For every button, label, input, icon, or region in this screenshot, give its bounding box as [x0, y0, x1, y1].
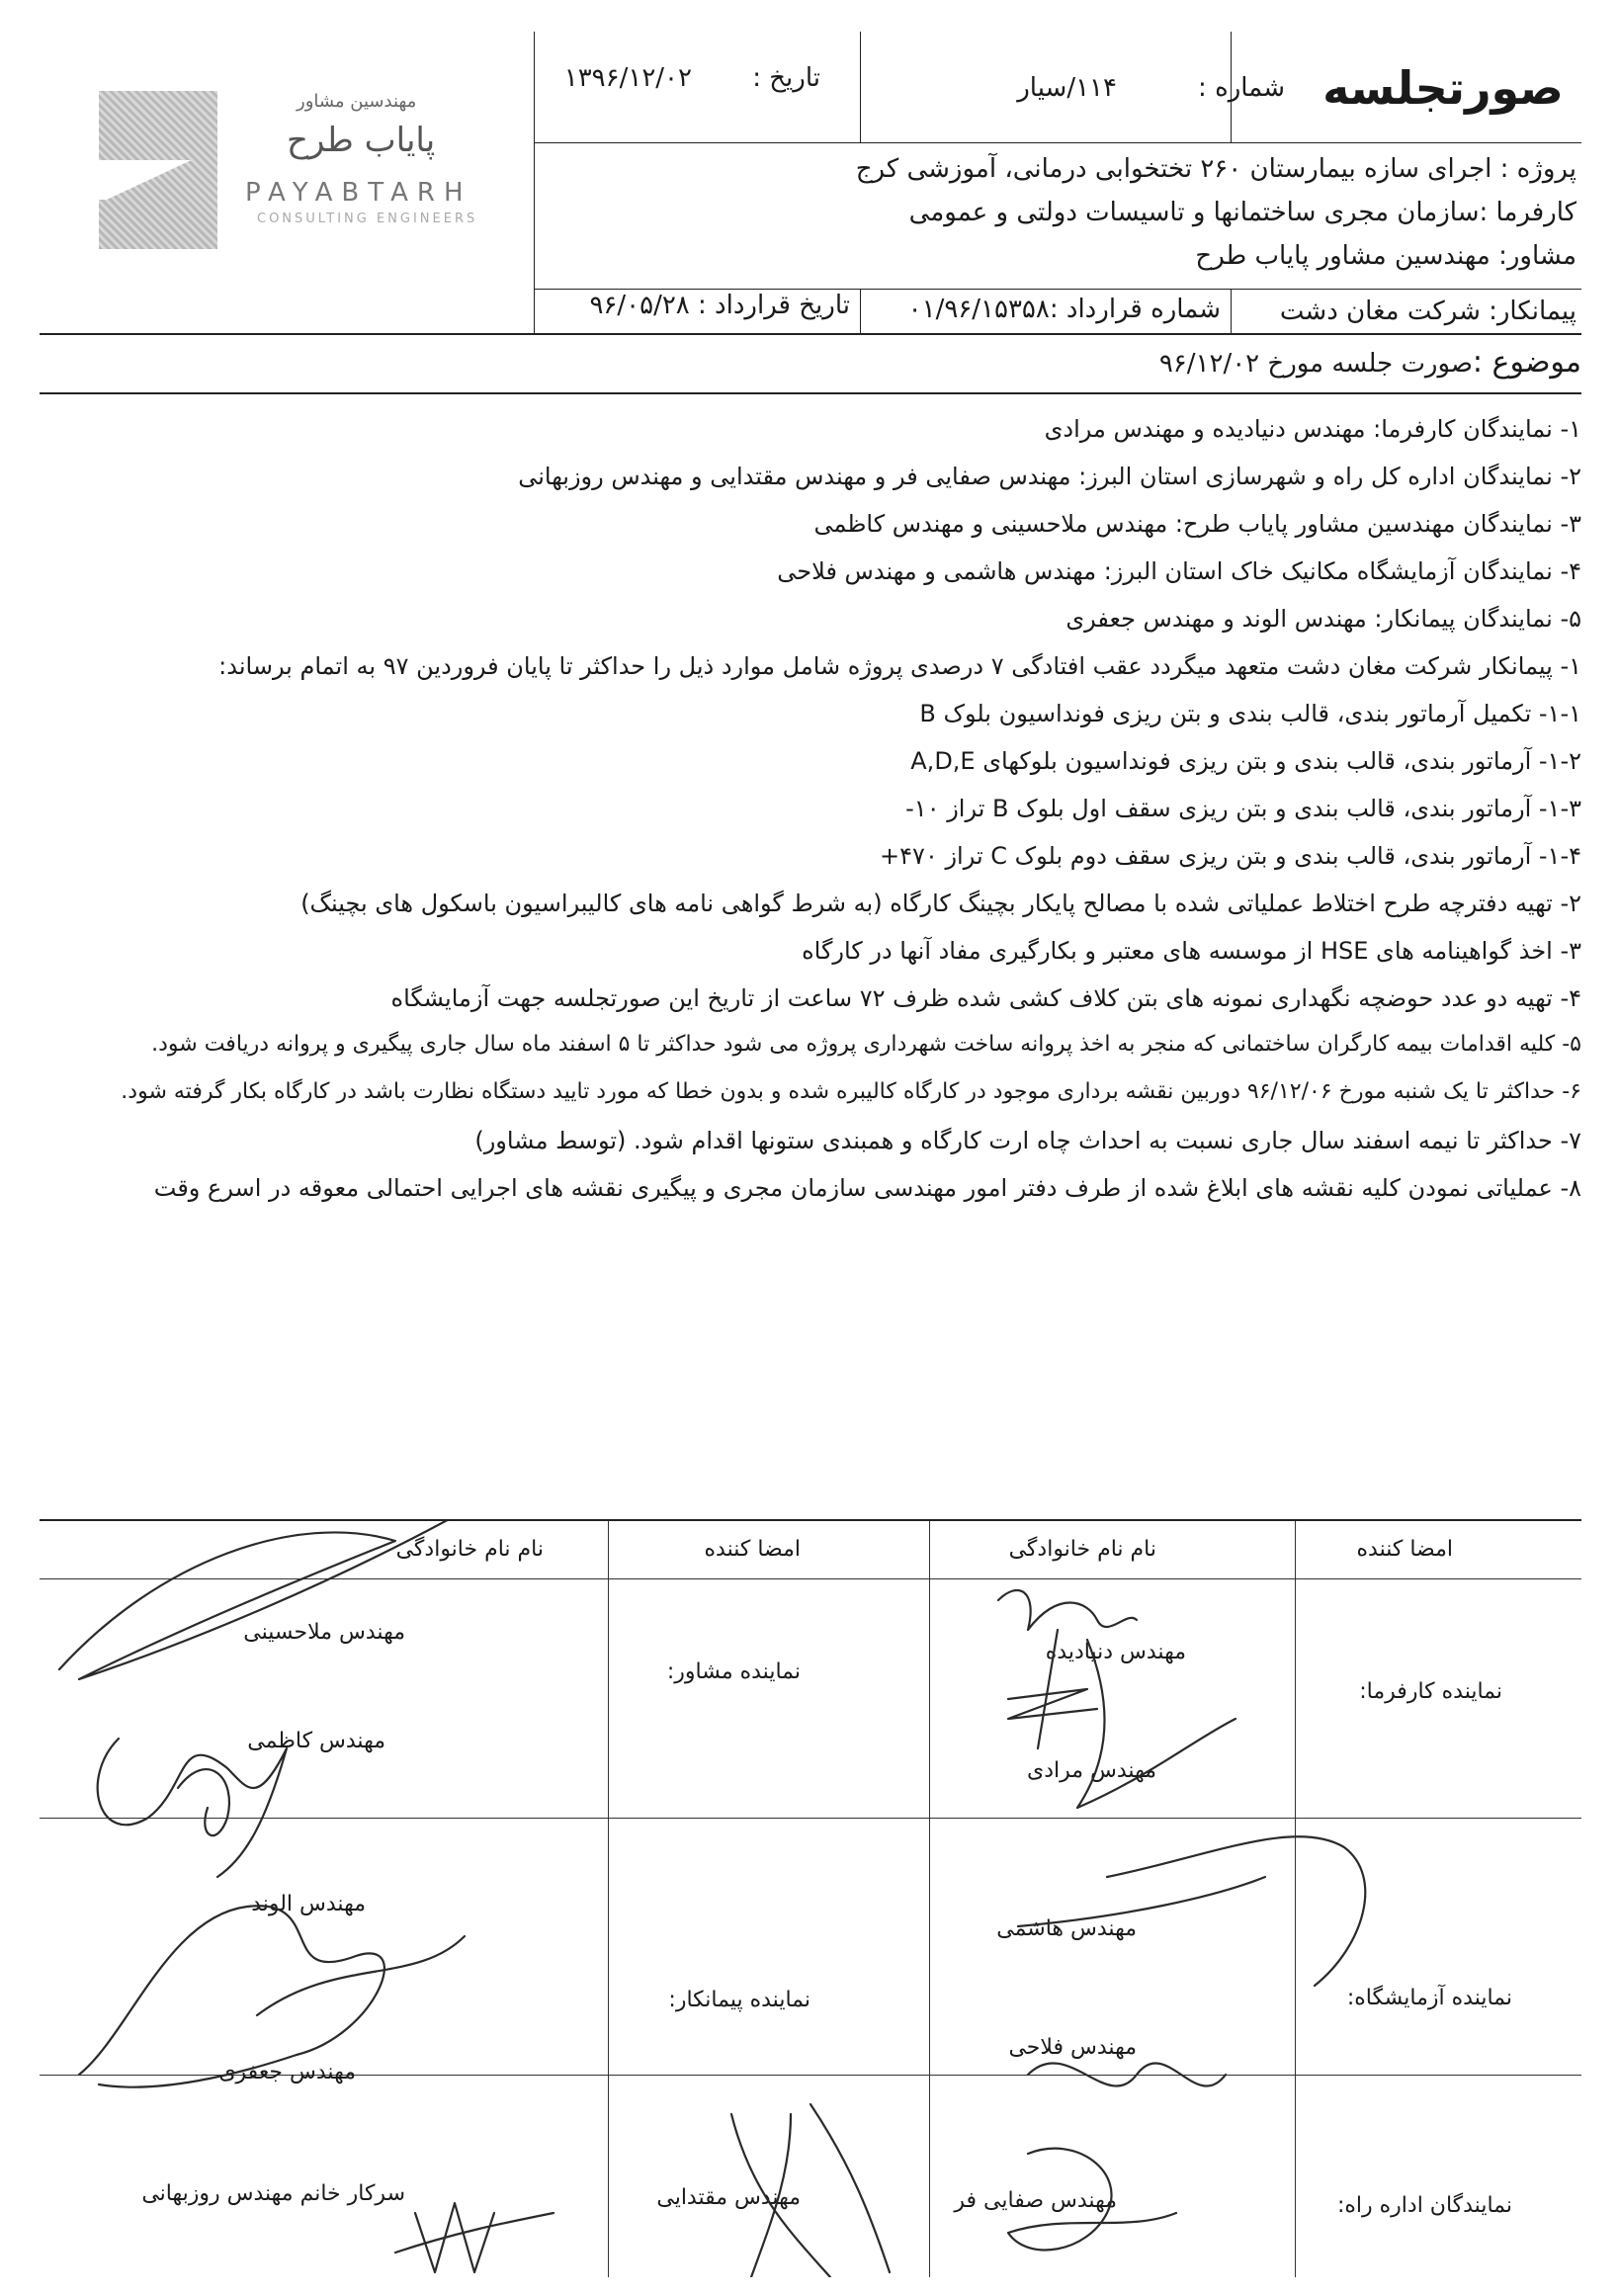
attendee-line: ۲- نمایندگان اداره کل راه و شهرسازی استان البرز: مهندس صفایی فر و مهندس مقتدایی و مهندس روزبهانی	[518, 463, 1581, 490]
signature-scribble	[178, 1769, 229, 1835]
table-divider	[929, 1521, 930, 2277]
item: ۲- تهیه دفترچه طرح اختلاط عملیاتی شده با مصالح پایکار بچینگ کارگاه (به شرط گواهی نامه های کالیبراسیون باسکول های بچینگ)	[300, 890, 1581, 917]
signer-name: مهندس دنیادیده	[1045, 1640, 1186, 1664]
signature-scribble	[98, 1739, 287, 1877]
item: ۵- کلیه اقدامات بیمه کارگران ساختمانی که منجر به اخذ پروانه ساخت شهرداری پروژه می شود حداکثر تا ۵ اسفند ماه سال جاری پیگیری و پروانه دریافت شود.	[151, 1032, 1581, 1057]
signature-table	[40, 1519, 1581, 2277]
signer-name: مهندس کاظمی	[247, 1729, 385, 1753]
item-1: ۱- پیمانکار شرکت مغان دشت متعهد میگردد عقب افتادگی ۷ درصدی پروژه شامل موارد ذیل را حداکثر تا پایان فروردین ۹۷ به اتمام برساند:	[218, 652, 1581, 680]
signature-scribble	[395, 2203, 554, 2272]
date-label: تاریخ :	[752, 63, 820, 93]
signer-name: سرکار خانم مهندس روزبهانی	[141, 2181, 405, 2206]
subject-label: موضوع :	[1472, 345, 1581, 380]
header-signer-left: امضا کننده	[704, 1537, 801, 1562]
logo-caption: مهندسین مشاور	[297, 91, 417, 112]
role-roads-office: نمایندگان اداره راه:	[1336, 2193, 1512, 2218]
signer-name: مهندس الوند	[251, 1892, 366, 1916]
signer-name: مهندس مقتدایی	[656, 2185, 801, 2210]
subject-value: صورت جلسه مورخ ۹۶/۱۲/۰۲	[1158, 349, 1473, 379]
number-value: ۱۱۴/سیار	[1017, 73, 1117, 103]
subitem: ۱-۴- آرماتور بندی، قالب بندی و بتن ریزی سقف دوم بلوک C تراز ۴۷۰+	[880, 842, 1581, 870]
signer-name: مهندس فلاحی	[1008, 2035, 1137, 2060]
attendee-line: ۱- نمایندگان کارفرما: مهندس دنیادیده و مهندس مرادی	[1044, 415, 1581, 443]
subitem: ۱-۲- آرماتور بندی، قالب بندی و بتن ریزی فونداسیون بلوکهای A,D,E	[910, 747, 1581, 775]
letterhead	[40, 32, 1581, 335]
employer-line: کارفرما :سازمان مجری ساختمانها و تاسیسات دولتی و عمومی	[908, 198, 1576, 227]
date-value: ۱۳۹۶/۱۲/۰۲	[563, 63, 692, 93]
logo-name-en: PAYABTARH	[245, 178, 472, 208]
signer-name: مهندس هاشمی	[996, 1916, 1137, 1941]
header-divider	[1231, 289, 1232, 333]
item: ۶- حداکثر تا یک شنبه مورخ ۹۶/۱۲/۰۶ دوربین نقشه برداری موجود در کارگاه کالیبره شده و بدون خطا که مورد تایید دستگاه نظارت باشد در کارگاه بکار گرفته شود.	[121, 1079, 1581, 1104]
project-line: پروژه : اجرای سازه بیمارستان ۲۶۰ تختخوابی درمانی، آموزشی کرج	[855, 154, 1576, 184]
header-name-right: نام نام خانوادگی	[1008, 1537, 1156, 1562]
consultant-line: مشاور: مهندسین مشاور پایاب طرح	[1195, 241, 1576, 271]
logo-emblem	[99, 91, 217, 249]
role-laboratory: نماینده آزمایشگاه:	[1346, 1986, 1512, 2010]
table-rule	[40, 1578, 1581, 1579]
item: ۳- اخذ گواهینامه های HSE از موسسه های معتبر و بکارگیری مفاد آنها در کارگاه	[802, 937, 1581, 965]
logo-subtitle-en: CONSULTING ENGINEERS	[257, 212, 478, 226]
contractor-line: پیمانکار: شرکت مغان دشت	[1279, 297, 1576, 326]
signature-scribble	[998, 1590, 1137, 1630]
item: ۴- تهیه دو عدد حوضچه نگهداری نمونه های بتن کلاف کشی شده ظرف ۷۲ ساعت از تاریخ این صورتجلسه جهت آزمایشگاه	[390, 984, 1581, 1012]
subject-row	[40, 333, 1581, 394]
table-divider	[608, 1521, 609, 2277]
role-employer: نماینده کارفرما:	[1359, 1679, 1502, 1704]
item: ۷- حداکثر تا نیمه اسفند سال جاری نسبت به احداث چاه ارت کارگاه و همبندی ستونها اقدام شود. (توسط مشاور)	[474, 1127, 1581, 1154]
subitem: ۱-۱- تکمیل آرماتور بندی، قالب بندی و بتن ریزی فونداسیون بلوک B	[919, 700, 1581, 727]
table-rule	[40, 1818, 1581, 1819]
contract-number: شماره قرارداد :۰۱/۹۶/۱۵۳۵۸	[907, 295, 1221, 324]
header-rule	[534, 289, 1581, 290]
signer-name: مهندس مرادی	[1026, 1758, 1156, 1783]
signature-scribble	[1008, 1689, 1097, 1719]
consultant-logo	[99, 71, 563, 259]
logo-name-fa: پایاب طرح	[287, 121, 436, 160]
header-rule	[534, 142, 1581, 143]
minutes-sheet	[40, 32, 1581, 2275]
header-divider	[860, 32, 861, 142]
table-divider	[1295, 1521, 1296, 2277]
subitem: ۱-۳- آرماتور بندی، قالب بندی و بتن ریزی سقف اول بلوک B تراز ۱۰-	[905, 795, 1581, 822]
signer-name: مهندس ملاحسینی	[243, 1620, 405, 1645]
item: ۸- عملیاتی نمودن کلیه نقشه های ابلاغ شده از طرف دفتر امور مهندسی سازمان مجری و پیگیری نقشه های اجرایی احتمالی معوقه در اسرع وقت	[153, 1174, 1581, 1202]
role-contractor: نماینده پیمانکار:	[668, 1988, 810, 2012]
header-signer-right: امضا کننده	[1356, 1537, 1453, 1562]
number-label: شماره :	[1198, 73, 1285, 103]
signature-scribble	[257, 1936, 465, 2015]
attendee-line: ۵- نمایندگان پیمانکار: مهندس الوند و مهندس جعفری	[1065, 605, 1581, 633]
signer-name: مهندس صفایی فر	[954, 2188, 1117, 2213]
signature-scribble	[1107, 1836, 1365, 1986]
signer-name: مهندس جعفری	[218, 2060, 356, 2084]
role-consultant: نماینده مشاور:	[666, 1659, 801, 1684]
document-title: صورتجلسه	[1322, 61, 1564, 115]
header-name-left: نام نام خانوادگی	[395, 1537, 544, 1562]
attendee-line: ۳- نمایندگان مهندسین مشاور پایاب طرح: مهندس ملاحسینی و مهندس کاظمی	[813, 510, 1581, 538]
header-divider	[860, 289, 861, 333]
attendee-line: ۴- نمایندگان آزمایشگاه مکانیک خاک استان البرز: مهندس هاشمی و مهندس فلاحی	[777, 557, 1581, 585]
contract-date: تاریخ قرارداد : ۹۶/۰۵/۲۸	[589, 291, 850, 320]
